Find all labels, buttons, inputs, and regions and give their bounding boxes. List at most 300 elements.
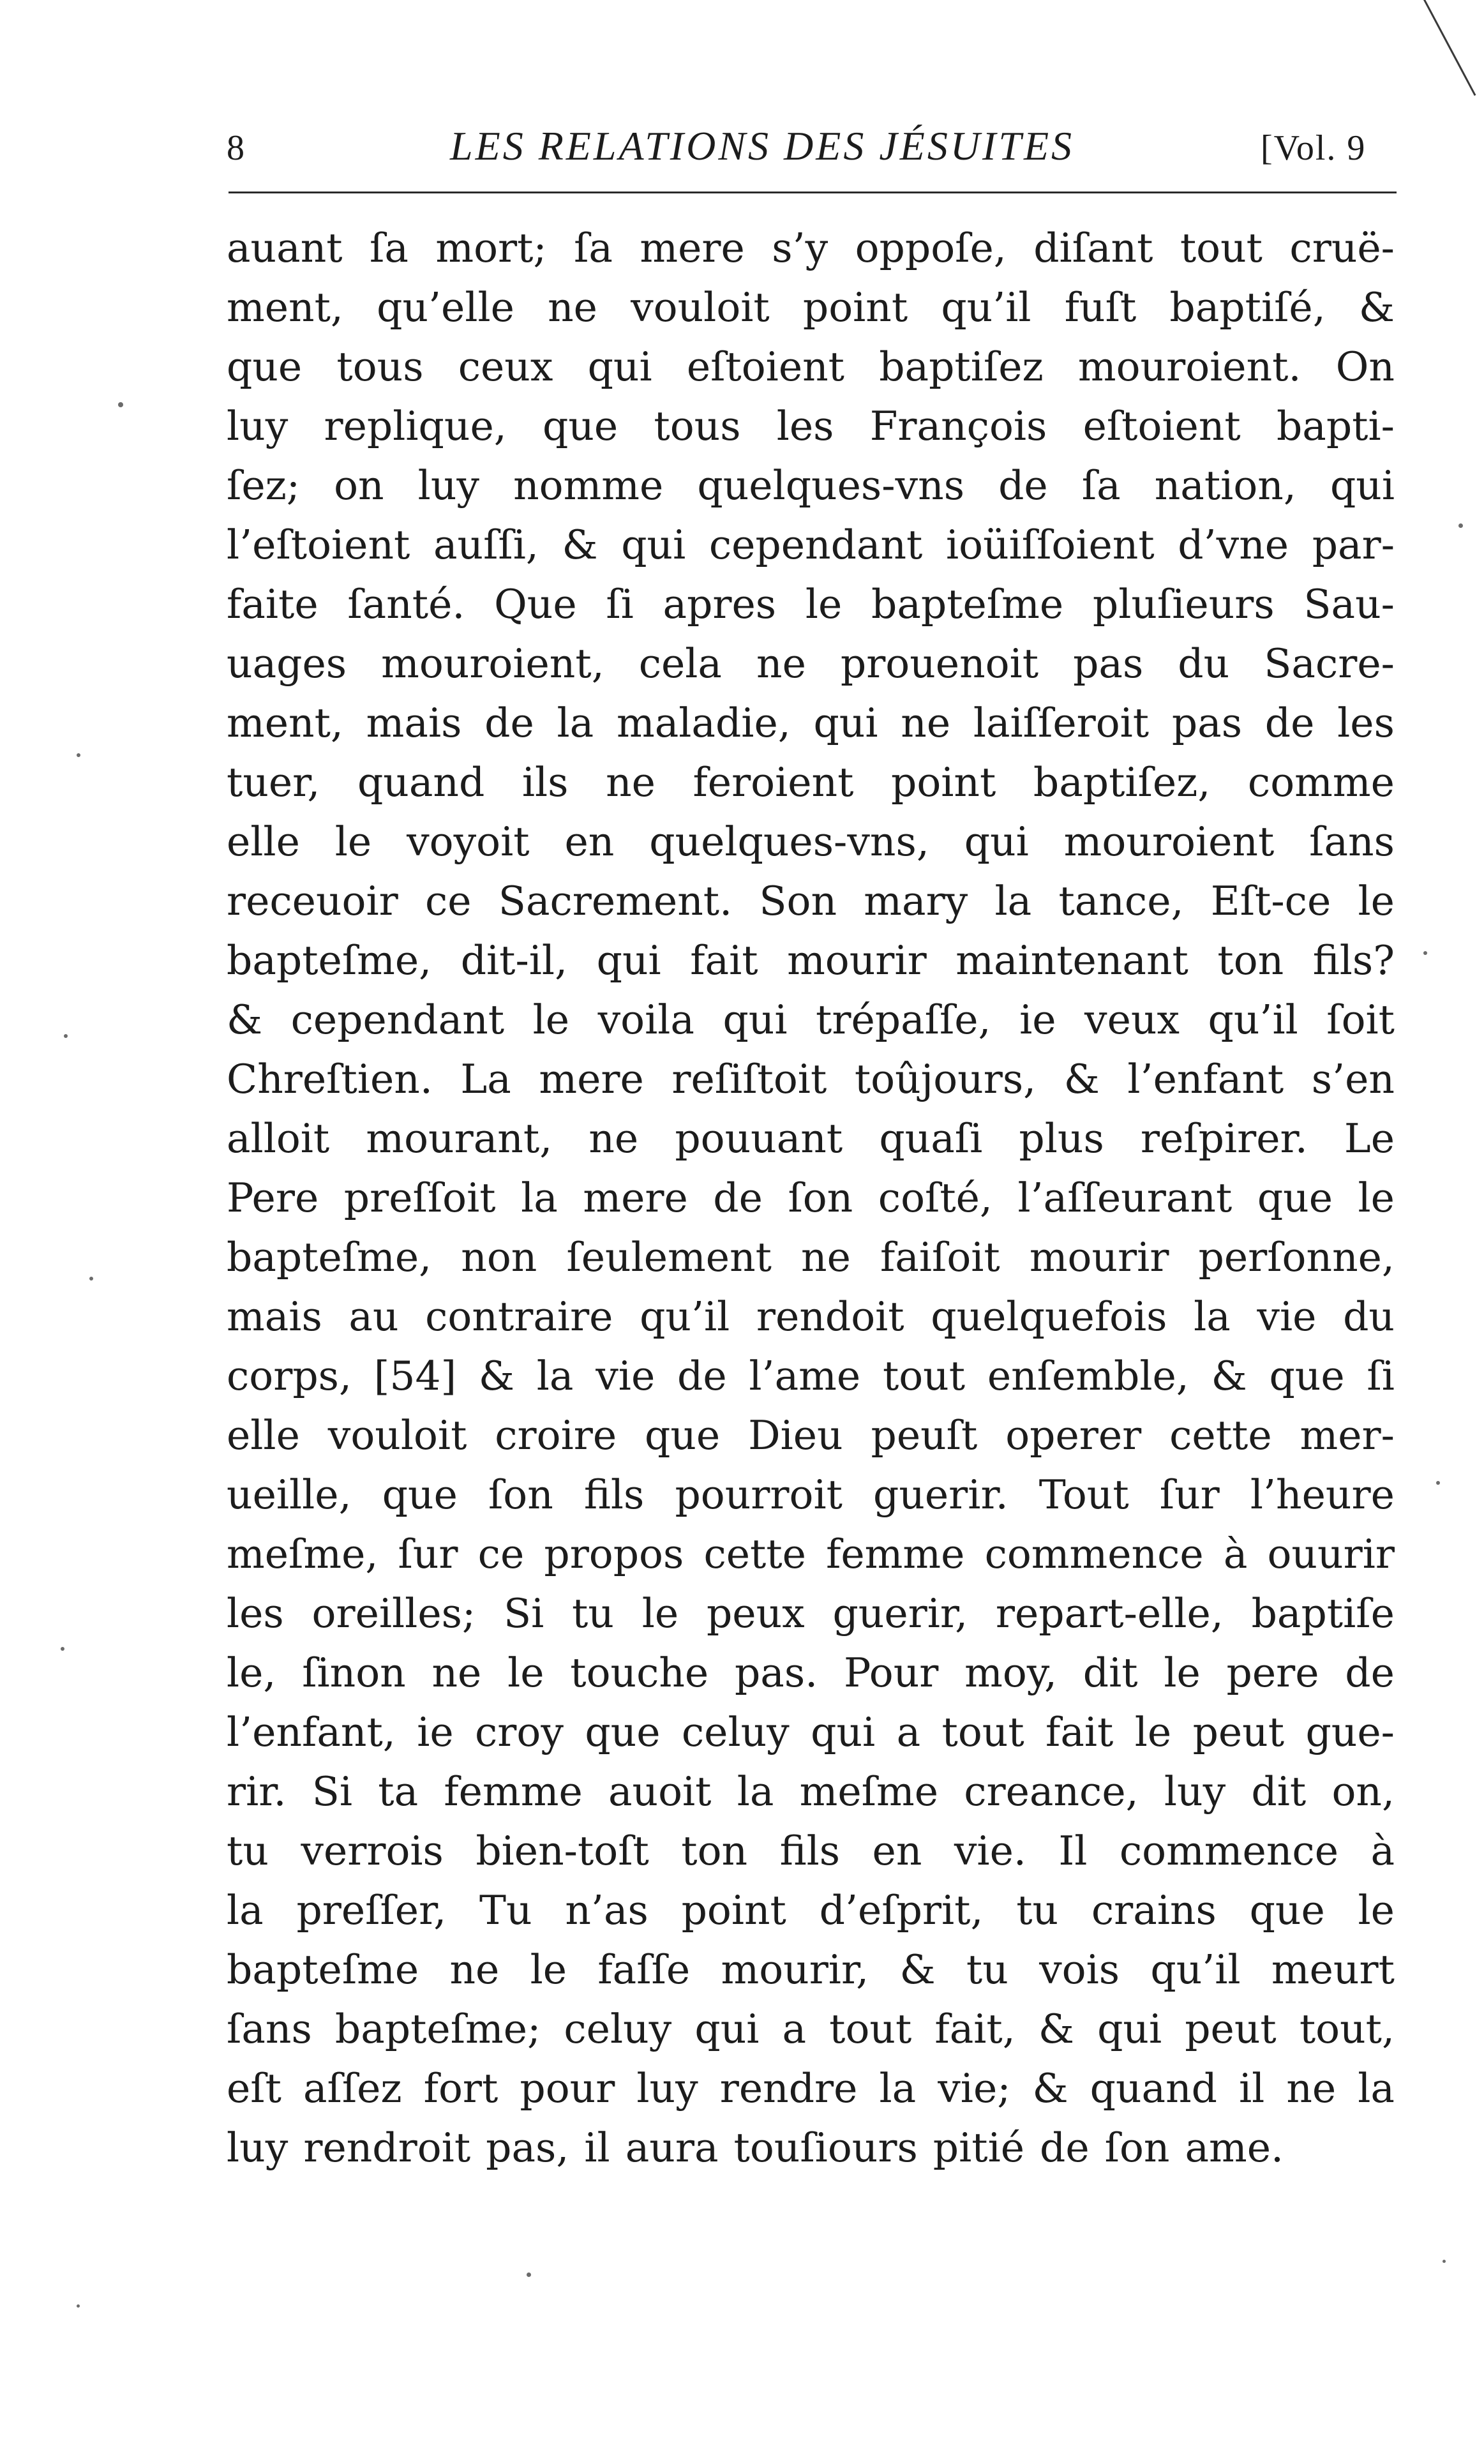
word: maladie, [616,700,791,746]
word: au [349,1293,399,1340]
word: diſant [1033,225,1153,271]
text-line [227,337,1395,396]
word: mouroient [1063,818,1275,865]
word: a [782,2006,807,2052]
word: moy, [964,1649,1058,1696]
page-number: 8 [227,128,244,168]
word: feroient [693,759,854,806]
word: le [530,1946,567,1993]
word: & [1211,1353,1247,1399]
word: baptiſe [1251,1590,1395,1637]
word: guerir. [873,1471,1008,1518]
word: guerir, [832,1590,968,1637]
text-line [227,1999,1395,2059]
word: tout [829,2006,912,2052]
word: mary [864,878,968,924]
word: mere [583,1175,688,1221]
word: luy [227,2124,289,2171]
text-line [227,2118,1395,2177]
word: à [1223,1531,1248,1577]
word: qu’il [1150,1946,1241,1993]
word: l’enfant [1127,1056,1284,1102]
text-line [227,1524,1395,1584]
word: Tu [479,1887,532,1934]
word: dit [1251,1768,1307,1815]
text-line [227,456,1395,515]
word: que [585,1709,661,1755]
word: luy [227,403,289,449]
word: le [334,818,372,865]
word: baptiſez, [1033,759,1211,806]
word: ame. [1185,2124,1284,2171]
word: celuy [564,2006,672,2052]
word: femme [826,1531,965,1577]
word: voyoit [407,818,530,865]
word: meſme [799,1768,939,1815]
word: n’as [565,1887,648,1934]
word: pourroit [675,1471,843,1518]
word: ta [378,1768,419,1815]
scan-speck [89,1277,93,1281]
word: ſon [488,1471,553,1518]
word: On [1335,343,1395,390]
text-line [227,931,1395,990]
word: preſſer, [296,1887,447,1934]
word: ſoit [1326,996,1395,1043]
word: tout [1180,225,1263,271]
word: Si [503,1590,544,1637]
word: ſon [788,1175,853,1221]
word: cela [638,640,722,687]
word: Il [1058,1828,1088,1874]
word: pas [1073,640,1144,687]
word: fort [423,2065,498,2112]
word: ne [449,1946,500,1993]
word: fait [1046,1709,1114,1755]
word: contraire [425,1293,613,1340]
word: ſur [398,1531,458,1577]
word: s’en [1311,1056,1395,1102]
word: le [805,581,843,627]
word: tu [227,1828,269,1874]
word: ne [606,759,656,806]
word: mourir, [721,1946,869,1993]
word: mouroient, [381,640,604,687]
word: luy [636,2065,698,2112]
word: quand [1090,2065,1217,2112]
word: ne [756,640,806,687]
word: repart-elle, [995,1590,1224,1637]
word: mourir [787,937,927,984]
word: l’heure [1250,1471,1395,1518]
word: toûjours, [854,1056,1037,1102]
word: luy [417,462,479,509]
text-line [227,575,1395,634]
word: propos [544,1531,684,1577]
word: la [557,700,594,746]
word: maintenant [956,937,1188,984]
word: preſſoit [343,1175,496,1221]
word: tout [941,1709,1024,1755]
word: qu’il [1208,996,1298,1043]
word: rir. [227,1768,287,1815]
word: tuer, [227,759,320,806]
word: non [461,1234,537,1281]
text-line [227,1228,1395,1287]
word: fuſt [1064,284,1137,331]
word: qui [596,937,661,984]
word: le [532,996,570,1043]
word: la [1358,2065,1395,2112]
word: bapteſme, [227,937,432,984]
scan-speck [1443,2260,1446,2263]
word: ie [1019,996,1056,1043]
text-line [227,990,1395,1049]
word: bapteſme [871,581,1064,627]
word: eſtoient [686,343,844,390]
word: ne [801,1234,851,1281]
word: eſt [227,2065,281,2112]
word: nomme [513,462,664,509]
word: que [1269,1353,1345,1399]
text-line [227,1109,1395,1168]
word: fait [690,937,758,984]
word: celuy [681,1709,790,1755]
word: tance, [1058,878,1184,924]
word: ſinon [302,1649,406,1696]
body-text [227,218,1395,2177]
word: pour [520,2065,615,2112]
scan-speck [527,2272,531,2277]
word: laiſſeroit [973,700,1150,746]
word: qui [811,1709,876,1755]
word: d’eſprit, [819,1887,984,1934]
word: de [1345,1649,1395,1696]
word: faite [227,581,319,627]
word: pluſieurs [1092,581,1275,627]
word: replique, [324,403,507,449]
word: croire [495,1412,617,1459]
word: la [521,1175,558,1221]
word: enſemble, [987,1353,1189,1399]
word: prouenoit [840,640,1039,687]
word: plus [1019,1115,1104,1162]
word: la [737,1768,774,1815]
scan-speck [77,2304,80,2308]
word: mais [227,1293,322,1340]
word: receuoir [227,878,398,924]
word: ſans [1309,818,1395,865]
word: l’eſtoient [227,522,410,568]
word: Eſt-ce [1210,878,1331,924]
word: eſtoient [1083,403,1241,449]
word: ceux [458,343,553,390]
word: & [227,996,263,1043]
word: Dieu [748,1412,843,1459]
scan-speck [77,753,80,757]
scan-speck [64,1034,68,1038]
word: & [478,1353,514,1399]
text-line [227,218,1395,278]
word: le [1164,1649,1201,1696]
corner-scan-line [1423,0,1476,96]
word: ouurir [1267,1531,1395,1577]
text-line [227,1168,1395,1228]
word: la [536,1353,574,1399]
word: mort; [435,225,547,271]
word: vouloit [631,284,770,331]
text-line [227,278,1395,337]
word: ie [417,1709,454,1755]
word: Son [759,878,837,924]
word: croy [475,1709,564,1755]
word: qui [813,700,878,746]
word: fils? [1312,937,1395,984]
scan-speck [1423,951,1427,955]
word: [54] [373,1353,457,1399]
word: que [645,1412,721,1459]
word: pas. [734,1649,818,1696]
word: le [1358,1175,1395,1221]
word: tout [882,1353,966,1399]
word: reſiſtoit [671,1056,827,1102]
word: ton [681,1828,748,1874]
word: Si [311,1768,353,1815]
word: & [1032,2065,1068,2112]
word: ſa [574,225,613,271]
word: ſa [1081,462,1121,509]
word: auoit [608,1768,712,1815]
word: que [1257,1175,1333,1221]
word: corps, [227,1353,352,1399]
scan-speck [118,402,123,407]
word: vouloit [327,1412,467,1459]
word: elle [227,1412,300,1459]
word: ſi [606,581,634,627]
word: mere [640,225,745,271]
word: qui [964,818,1029,865]
scan-speck [61,1647,64,1651]
word: & [1063,1056,1100,1102]
word: coſté, [878,1175,993,1221]
word: oppoſe, [855,225,1007,271]
word: auant [227,225,343,271]
word: le [1358,1887,1395,1934]
word: creance, [964,1768,1139,1815]
word: luy [1164,1768,1226,1815]
text-line [227,2059,1395,2118]
word: on [334,462,384,509]
text-line [227,693,1395,753]
word: qui [621,522,686,568]
text-line [227,1406,1395,1465]
word: mere [539,1056,644,1102]
text-line [227,1049,1395,1109]
word: de [484,700,534,746]
word: uages [227,640,347,687]
word: que [542,403,618,449]
word: Que [494,581,577,627]
word: le [507,1649,544,1696]
text-line [227,1940,1395,1999]
word: ſa [370,225,408,271]
word: commence [984,1531,1204,1577]
word: trépaſſe, [816,996,991,1043]
word: qui [1330,462,1395,509]
word: ment, [227,700,343,746]
word: vie [596,1353,656,1399]
word: fils [583,1471,645,1518]
running-title: LES RELATIONS DES JÉSUITES [450,123,1075,169]
word: cependant [290,996,505,1043]
word: ment, [227,284,343,331]
word: de [713,1175,763,1221]
word: quelquefois [931,1293,1167,1340]
text-line [227,1643,1395,1702]
word: rendoit [756,1293,904,1340]
scan-speck [1436,1481,1440,1485]
word: quelques-vns [697,462,965,509]
word: les [227,1590,284,1637]
word: point [802,284,908,331]
word: rendre [719,2065,858,2112]
word: Pere [227,1175,319,1221]
word: peut [1185,2006,1277,2052]
word: faſſe [597,1946,691,1993]
word: oreilles; [311,1590,476,1637]
word: ſon [1104,2124,1170,2171]
text-line [227,753,1395,812]
word: La [460,1056,511,1102]
word: vie [1257,1293,1317,1340]
word: en [872,1828,922,1874]
word: Sau- [1303,581,1395,627]
word: baptiſé, [1169,284,1326,331]
word: la [879,2065,917,2112]
word: on, [1331,1768,1395,1815]
word: peut [1192,1709,1285,1755]
word: & [562,522,598,568]
word: ueille, [227,1471,352,1518]
word: tous [336,343,424,390]
word: du [1178,640,1230,687]
text-line [227,515,1395,575]
word: tout, [1299,2006,1395,2052]
word: commence [1119,1828,1338,1874]
word: de [1040,2124,1090,2171]
word: gue- [1305,1709,1395,1755]
word: l’aſſeurant [1017,1175,1233,1221]
word: fils [779,1828,841,1874]
word: rendroit [303,2124,471,2171]
word: peux [706,1590,805,1637]
word: mer- [1300,1412,1395,1459]
word: ioüiſſoient [945,522,1155,568]
word: baptiſez [879,343,1044,390]
word: pas [1171,700,1243,746]
word: mourant, [366,1115,553,1162]
word: faiſoit [880,1234,1000,1281]
word: de [1264,700,1315,746]
word: veux [1084,996,1180,1043]
word: ce [477,1531,525,1577]
word: qui [1097,2006,1162,2052]
word: qu’elle [377,284,514,331]
word: meſme, [227,1531,378,1577]
word: bapteſme, [227,1234,432,1281]
word: apres [663,581,777,627]
word: cette [703,1531,806,1577]
word: comme [1247,759,1395,806]
word: quelques-vns, [649,818,929,865]
word: Le [1344,1115,1395,1162]
word: les [1337,700,1395,746]
word: dit [1083,1649,1138,1696]
word: que [227,343,303,390]
word: ne [548,284,597,331]
scan-speck [1458,523,1463,528]
word: mourir [1029,1234,1169,1281]
word: bien-toſt [476,1828,649,1874]
word: s’y [772,225,828,271]
word: le [641,1590,679,1637]
word: qu’il [941,284,1031,331]
word: Pour [843,1649,939,1696]
word: point [681,1887,786,1934]
word: du [1343,1293,1395,1340]
word: Sacrement. [498,878,733,924]
word: tu [1016,1887,1059,1934]
word: nation, [1154,462,1296,509]
word: perſonne, [1198,1234,1395,1281]
word: femme [444,1768,583,1815]
word: ne [1286,2065,1337,2112]
word: ſeulement [566,1234,772,1281]
word: tu [572,1590,614,1637]
text-line [227,1465,1395,1524]
word: mouroient. [1077,343,1301,390]
word: Chreſtien. [227,1056,433,1102]
word: ſur [1159,1471,1220,1518]
word: reſpirer. [1140,1115,1308,1162]
word: quaſi [879,1115,983,1162]
word: touche [570,1649,709,1696]
text-line [227,634,1395,693]
word: bapti- [1276,403,1395,449]
word: que [1249,1887,1325,1934]
word: ne [588,1115,639,1162]
word: bapteſme [227,1946,419,1993]
text-line [227,1287,1395,1346]
word: qui [694,2006,760,2052]
word: de [998,462,1048,509]
word: l’ame [749,1353,861,1399]
text-line [227,1346,1395,1406]
word: touſiours [733,2124,918,2171]
word: ce [424,878,472,924]
word: ſi [1367,1353,1395,1399]
word: la [994,878,1032,924]
word: qu’il [640,1293,730,1340]
word: operer [1005,1412,1142,1459]
word: le, [227,1649,276,1696]
word: quand [357,759,485,806]
word: il [1239,2065,1265,2112]
word: cependant [708,522,923,568]
text-line [227,812,1395,871]
word: cette [1169,1412,1272,1459]
word: point [891,759,996,806]
